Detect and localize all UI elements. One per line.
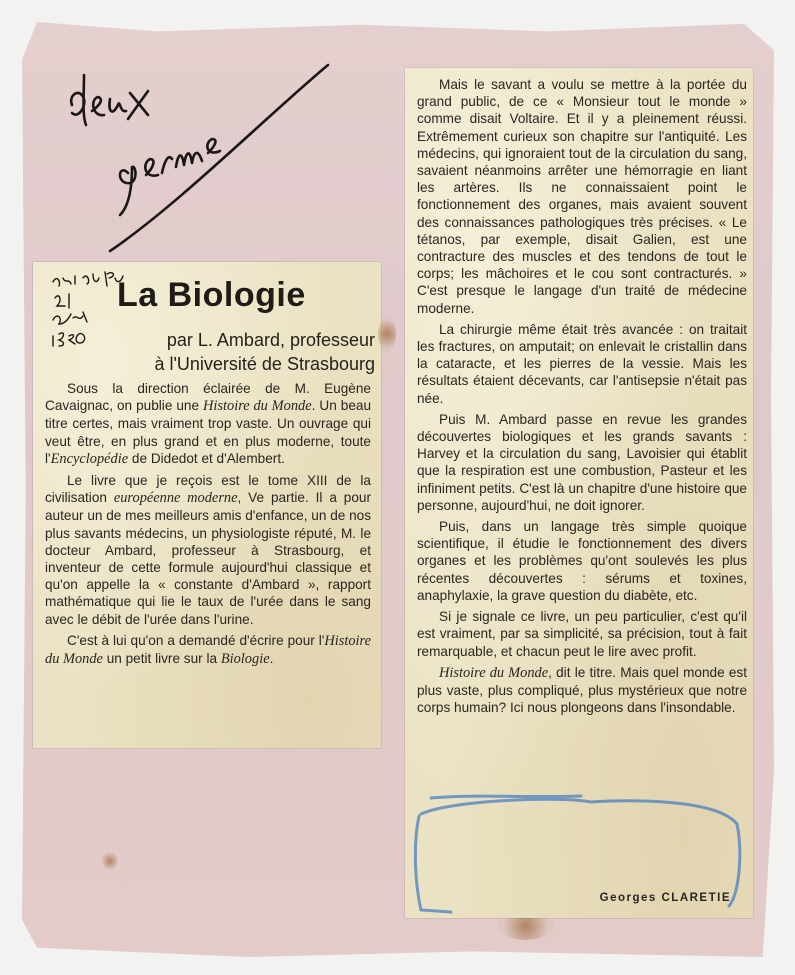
text-run: . Un beau titre certes, mais vraiment trop vaste. Un ouvrage qui veut être, en plus grand et en plus moderne, toute l' bbox=[45, 398, 372, 466]
stain-mark bbox=[378, 316, 396, 352]
emphasis: européenne moderne bbox=[113, 490, 238, 507]
text-run: Le livre que je reçois est le tome XIII de la civilisation bbox=[45, 473, 371, 506]
left-article-body bbox=[45, 380, 371, 672]
left-clipping bbox=[33, 262, 381, 748]
byline-line-1: par L. Ambard, professeur bbox=[166, 330, 375, 350]
text-run: , dit le titre. Mais quel monde est plus vaste, plus compliqué, plus mystérieux que notre corps humain? Ici nous plongeons dans l'insondable. bbox=[417, 664, 747, 716]
article-title: La Biologie bbox=[117, 276, 306, 314]
book-title: Histoire du Monde bbox=[203, 398, 312, 415]
book-title: Encyclopédie bbox=[50, 450, 129, 467]
article-byline bbox=[105, 328, 375, 376]
paragraph: Puis M. Ambard passe en revue les grandes découvertes biologiques et les grands savants : Harvey et la circulation du sang, Lavoisier qui établit que la respiration est une combustion, Pasteur et les infiniment petits. C'est là un chapitre d'une histoire que personne, aujourd'hui, ne doit ignorer. bbox=[417, 411, 747, 513]
byline-line-2: à l'Université de Strasbourg bbox=[154, 354, 375, 374]
handwritten-note bbox=[58, 55, 338, 265]
right-clipping bbox=[405, 68, 753, 918]
paragraph bbox=[417, 664, 747, 717]
paragraph bbox=[45, 632, 371, 668]
stain-mark bbox=[102, 852, 118, 870]
paragraph: Si je signale ce livre, un peu particulier, c'est qu'il est vraiment, par sa simplicité, sa précision, tout à fait remarquable, et chacun peut le lire avec profit. bbox=[417, 609, 747, 659]
paragraph: Puis, dans un langage très simple quoique scientifique, il étudie le fonctionnement des divers organes et les problèmes qu'ont soulevés les plus récentes découvertes : sérums et toxines, anaphylaxie, la grave question du diabète, etc. bbox=[417, 519, 747, 603]
book-title: Histoire du Monde bbox=[439, 664, 549, 681]
text-run: , Ve partie. Il a pour auteur un de mes meilleurs amis d'enfance, un de nos plus savants médecins, un physiologiste réputé, M. le docteur Ambard, professeur à Strasbourg, et inventeur de cette formule aujourd'hui classique et qu'on appelle la « constante d'Ambard », rapport mathématique qui lie le taux de l'urée dans le sang avec le débit de l'urée dans l'urine. bbox=[45, 490, 372, 627]
paragraph bbox=[45, 472, 371, 628]
text-run: un petit livre sur la bbox=[102, 651, 221, 667]
paragraph: Mais le savant a voulu se mettre à la portée du grand public, de ce « Monsieur tout le monde » comme disait Voltaire. Et il y a pleinement réussi. Extrêmement curieux son chapitre sur l'antiquité. Les médecins, qui ignoraient tout de la circulation du sang, savaient néanmoins arrêter une hémorragie en liant les artères. Ils ne connaissaient point le fonctionnement des organes, mais avaient souvent des connaissances pathologiques très précises. « Le tétanos, par exemple, disait Galien, est une contracture des muscles et des tendons de tout le corps; les mâchoires et le cou sont contracturés. » C'est presque le langage d'un traité de médecine moderne. bbox=[417, 77, 747, 316]
handwriting-drawing bbox=[58, 55, 338, 265]
book-title: Histoire du Monde bbox=[45, 632, 371, 668]
text-run: Sous la direction éclairée de M. Eugène Cavaignac, on publie une bbox=[45, 381, 371, 414]
author-signature: Georges CLARETIE bbox=[599, 892, 731, 904]
paragraph: La chirurgie même était très avancée : on traitait les fractures, on amputait; on enlevait le cristallin dans la cataracte, et les pierres de la vessie. Mais les résultats étaient décevants, car l'antisepsie n'était pas née. bbox=[417, 321, 747, 406]
right-article-body bbox=[417, 76, 747, 720]
paragraph bbox=[45, 380, 371, 468]
text-run: C'est à lui qu'on a demandé d'écrire pour l' bbox=[67, 632, 325, 648]
text-run: de Didedot et d'Alembert. bbox=[128, 450, 285, 466]
book-title: Biologie bbox=[220, 651, 270, 668]
text-run: . bbox=[269, 651, 274, 667]
